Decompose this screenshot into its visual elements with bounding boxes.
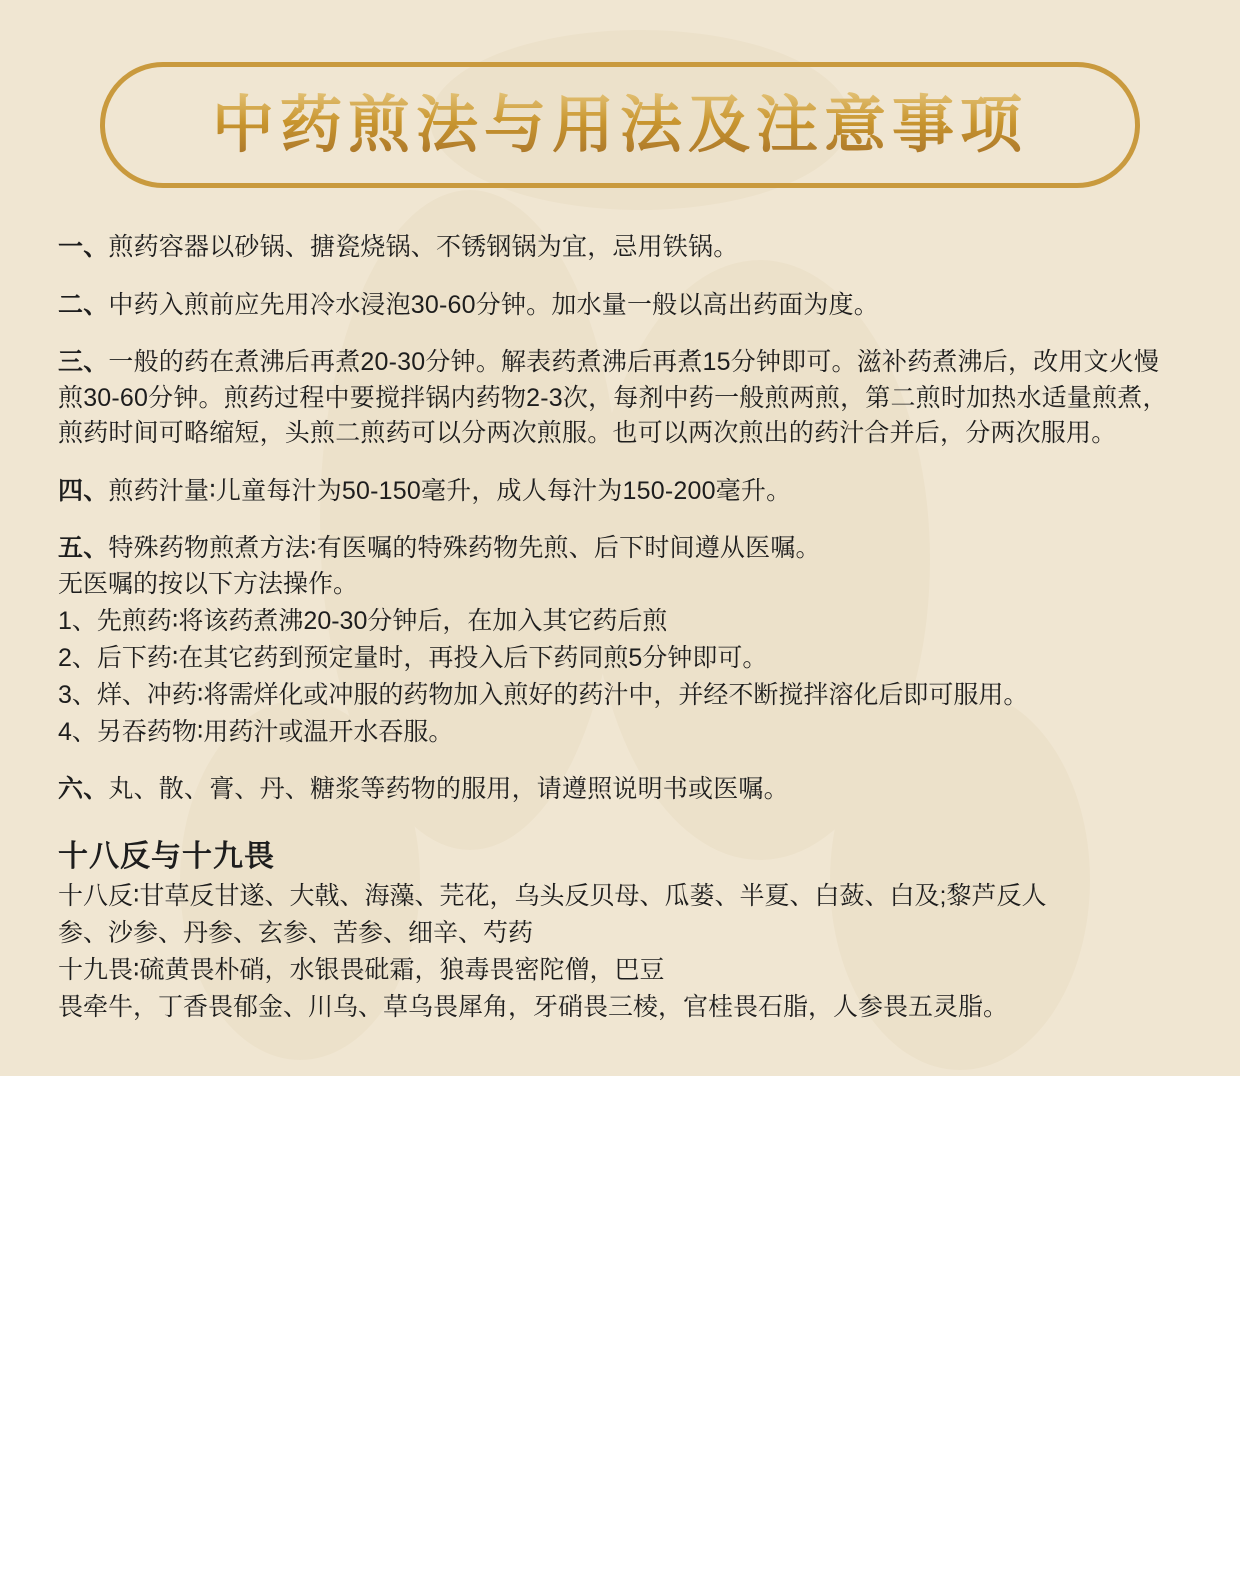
instruction-item-3 [58, 345, 1184, 452]
instruction-item-2 [58, 288, 1184, 324]
instruction-item-2-lead: 二、 [58, 290, 109, 319]
instruction-item-1-lead: 一、 [58, 233, 109, 261]
instruction-item-6-text: 丸、散、膏、丹、糖浆等药物的服用，请遵照说明书或医嘱。 [108, 774, 789, 803]
instruction-item-1 [58, 230, 1184, 266]
title-plaque [100, 62, 1140, 188]
instruction-item-4 [58, 474, 1184, 510]
instruction-item-1-text: 煎药容器以砂锅、搪瓷烧锅、不锈钢锅为宜，忌用铁锅。 [108, 233, 739, 261]
instruction-item-6-lead: 六、 [58, 774, 109, 803]
bottom-spacer [58, 1027, 1184, 1076]
instruction-item-3-lead: 三、 [58, 348, 109, 376]
special-method-item-4: 4、另吞药物∶用药汁或温开水吞服。 [58, 717, 454, 746]
page-title: 中药煎法与用法及注意事项 [211, 87, 1028, 161]
blank-page-area [0, 1076, 1240, 1588]
special-method-item-2: 2、后下药∶在其它药到预定量时，再投入后下药同煎5分钟即可。 [58, 643, 768, 672]
instruction-item-5-note: 无医嘱的按以下方法操作。 [58, 569, 359, 598]
taboo-line-3: 十九畏∶硫黄畏朴硝，水银畏砒霜，狼毒畏密陀僧，巴豆 [58, 956, 665, 984]
taboo-line-1: 十八反∶甘草反甘遂、大戟、海藻、芫花，乌头反贝母、瓜蒌、半夏、白蔹、白及;黎芦反人 [58, 882, 1047, 910]
instruction-item-5-lead: 五、 [58, 534, 109, 562]
instruction-item-6 [58, 772, 1184, 808]
instruction-item-5-text: 特殊药物煎煮方法∶有医嘱的特殊药物先煎、后下时间遵从医嘱。 [108, 534, 821, 562]
instruction-item-4-lead: 四、 [58, 476, 109, 505]
instruction-item-3-text: 一般的药在煮沸后再煮20-30分钟。解表药煮沸后再煮15分钟即可。滋补药煮沸后，改用文火慢煎30-60分钟。煎药过程中要搅拌锅内药物2-3次，每剂中药一般煎两煎，第二煎时加热水适量煎煮，煎药时间可略缩短，头煎二煎药可以分两次煎服。也可以两次煎出的药汁合并后，分两次服用。 [58, 348, 1168, 447]
instruction-item-2-text: 中药入煎前应先用冷水浸泡30-60分钟。加水量一般以高出药面为度。 [108, 290, 879, 319]
taboo-line-2: 参、沙参、丹参、玄参、苦参、细辛、芍药 [58, 919, 534, 947]
taboo-line-4: 畏牵牛，丁香畏郁金、川乌、草乌畏犀角，牙硝畏三棱，官桂畏石脂，人参畏五灵脂。 [58, 993, 1009, 1021]
title-banner [0, 0, 1240, 188]
instruction-item-5 [58, 531, 1184, 567]
taboo-section-heading: 十八反与十九畏 [58, 840, 275, 873]
document-body [0, 188, 1240, 1076]
instruction-item-4-text: 煎药汁量∶儿童每汁为50-150毫升，成人每汁为150-200毫升。 [108, 476, 792, 505]
special-method-item-3: 3、烊、冲药∶将需烊化或冲服的药物加入煎好的药汁中，并经不断搅拌溶化后即可服用。 [58, 680, 1029, 709]
special-method-item-1: 1、先煎药∶将该药煮沸20-30分钟后，在加入其它药后煎 [58, 606, 668, 635]
